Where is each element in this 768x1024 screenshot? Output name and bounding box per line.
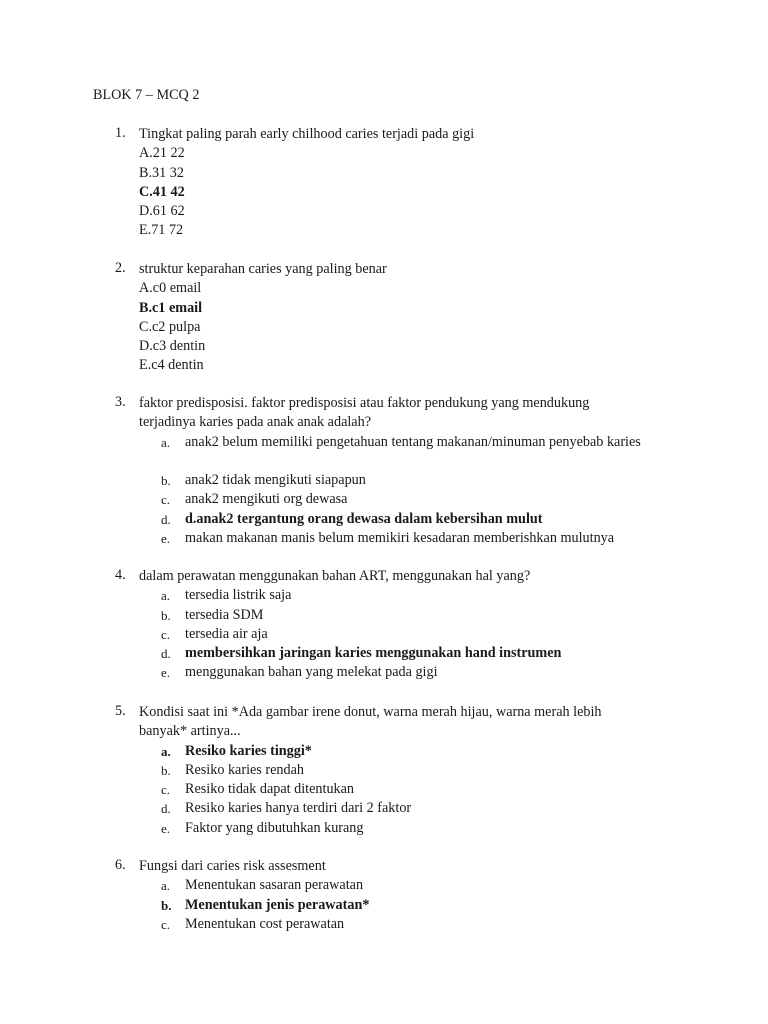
option-text: Resiko karies tinggi* <box>185 742 312 759</box>
option-b-answer: B.c1 email <box>139 299 203 316</box>
option-letter: b. <box>161 473 171 489</box>
question-number: 6. <box>115 857 126 873</box>
option-text: anak2 belum memiliki pengetahuan tentang makanan/minuman penyebab karies <box>185 433 641 450</box>
option-e <box>139 819 655 838</box>
option-c <box>139 915 655 934</box>
option-e <box>139 663 655 682</box>
option-text: Resiko karies rendah <box>185 761 304 778</box>
option-text: Menentukan cost perawatan <box>185 915 345 932</box>
option-letter: a. <box>161 878 171 894</box>
question-number: 3. <box>115 394 126 410</box>
option-d: D.c3 dentin <box>139 338 206 355</box>
option-text: Resiko tidak dapat ditentukan <box>185 781 355 798</box>
question-text: Tingkat paling parah early chilhood caries terjadi pada gigi <box>139 126 475 142</box>
option-a: A.c0 email <box>139 280 202 297</box>
option-letter: c. <box>161 916 171 932</box>
option-e <box>139 529 655 548</box>
option-e: E.71 72 <box>139 222 184 239</box>
option-letter: c. <box>161 492 171 508</box>
question-text: struktur keparahan caries yang paling benar <box>139 261 387 277</box>
option-d <box>139 799 655 818</box>
option-list <box>139 144 185 240</box>
option-text: anak2 mengikuti org dewasa <box>185 491 348 508</box>
option-a: A.21 22 <box>139 145 185 162</box>
option-b: B.31 32 <box>139 164 184 181</box>
option-b <box>139 471 655 490</box>
option-text: Menentukan jenis perawatan* <box>185 896 370 913</box>
option-b <box>139 761 655 780</box>
question-text: faktor predisposisi. faktor predisposisi atau faktor pendukung yang mendukung terjadinya karies pada anak anak adalah? <box>139 395 590 431</box>
option-letter: e. <box>161 531 171 547</box>
option-text: tersedia air aja <box>185 625 268 642</box>
option-c <box>139 780 655 799</box>
option-text: Menentukan sasaran perawatan <box>185 877 364 894</box>
option-list <box>139 433 655 549</box>
option-text: makan makanan manis belum memikiri kesadaran memberishkan mulutnya <box>185 530 615 547</box>
option-letter: d. <box>161 511 171 527</box>
option-d: D.61 62 <box>139 203 185 220</box>
option-letter: b. <box>161 607 171 623</box>
option-b <box>139 606 655 625</box>
option-letter: e. <box>161 665 171 681</box>
option-letter: a. <box>161 434 171 450</box>
option-letter: b. <box>161 762 171 778</box>
option-list <box>139 586 655 682</box>
option-letter: c. <box>161 782 171 798</box>
option-text: tersedia SDM <box>185 606 264 623</box>
option-text: anak2 tidak mengikuti siapapun <box>185 472 366 489</box>
option-list <box>139 742 655 838</box>
option-c <box>139 625 655 644</box>
question-text: Fungsi dari caries risk assesment <box>139 858 326 874</box>
option-c-answer: C.41 42 <box>139 183 185 200</box>
option-letter: b. <box>161 897 172 913</box>
option-text: membersihkan jaringan karies menggunakan hand instrumen <box>185 645 562 662</box>
option-letter: d. <box>161 801 171 817</box>
option-text: Faktor yang dibutuhkan kurang <box>185 819 364 836</box>
option-list <box>139 279 205 375</box>
question-number: 2. <box>115 260 126 276</box>
question-number: 4. <box>115 567 126 583</box>
question-number: 1. <box>115 125 126 141</box>
option-a <box>139 586 655 605</box>
option-a <box>139 876 655 895</box>
option-c <box>139 490 655 509</box>
option-text: tersedia listrik saja <box>185 587 292 604</box>
option-d-answer <box>139 510 655 529</box>
question-text: Kondisi saat ini *Ada gambar irene donut, warna merah hijau, warna merah lebih banyak* artinya... <box>139 704 602 740</box>
option-letter: a. <box>161 588 171 604</box>
option-a-answer <box>139 742 655 761</box>
option-a <box>139 433 655 472</box>
document-title: BLOK 7 – MCQ 2 <box>93 87 200 103</box>
option-letter: a. <box>161 743 171 759</box>
option-letter: d. <box>161 646 171 662</box>
option-list <box>139 876 655 934</box>
question-text: dalam perawatan menggunakan bahan ART, menggunakan hal yang? <box>139 568 531 584</box>
option-letter: e. <box>161 820 171 836</box>
option-c: C.c2 pulpa <box>139 318 201 335</box>
option-text: menggunakan bahan yang melekat pada gigi <box>185 664 438 681</box>
option-d-answer <box>139 644 655 663</box>
option-text: d.anak2 tergantung orang dewasa dalam kebersihan mulut <box>185 510 543 527</box>
option-e: E.c4 dentin <box>139 357 204 374</box>
option-text: Resiko karies hanya terdiri dari 2 faktor <box>185 800 412 817</box>
question-number: 5. <box>115 703 126 719</box>
option-b-answer <box>139 896 655 915</box>
option-letter: c. <box>161 626 171 642</box>
